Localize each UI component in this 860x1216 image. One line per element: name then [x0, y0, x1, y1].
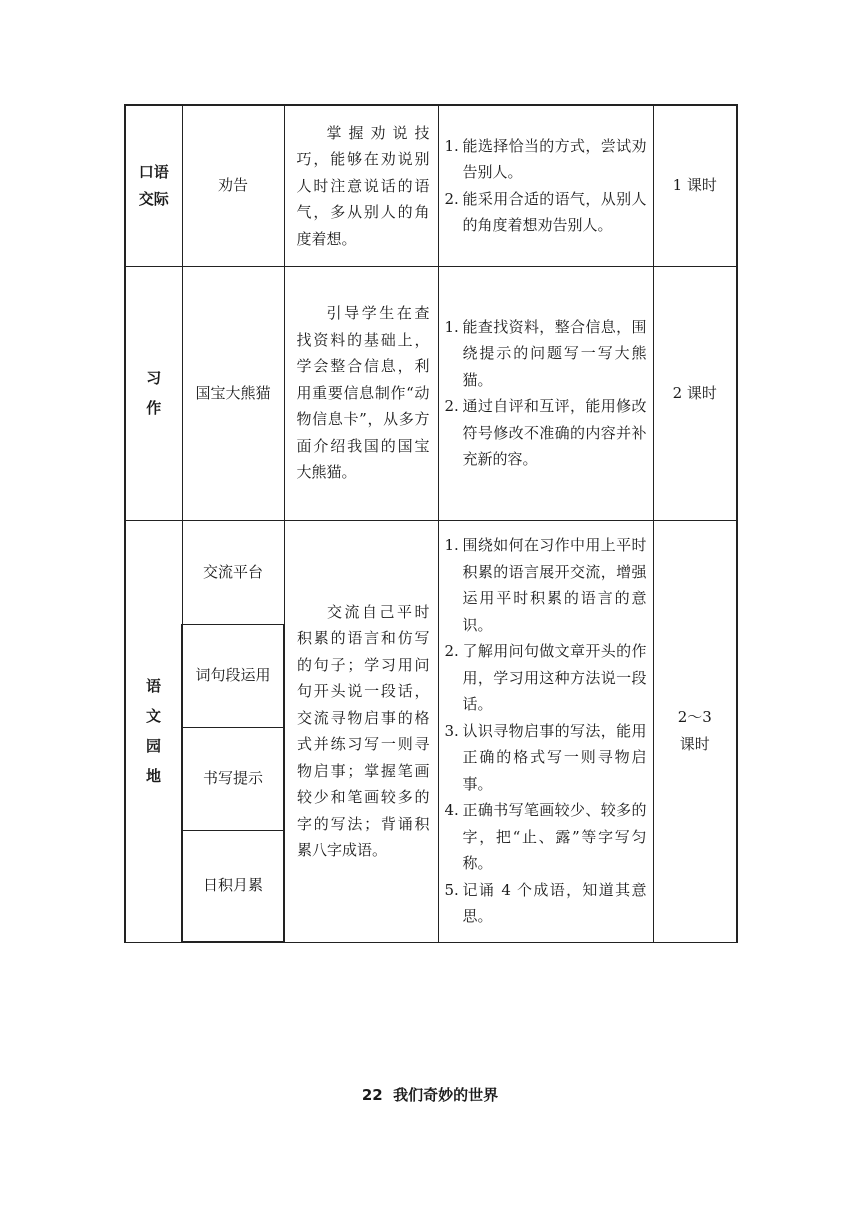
goals-list [445, 133, 647, 239]
goal-item [445, 877, 647, 930]
subitem-cell: 国宝大熊猫 [182, 266, 284, 520]
goal-text: 了解用问句做文章开头的作用，学习用这种方法说一段话。 [462, 642, 647, 714]
table-row [125, 105, 737, 266]
goal-number: 1. [444, 536, 459, 555]
goals-list [445, 532, 647, 930]
goal-number: 3. [444, 721, 459, 740]
goal-item [445, 532, 647, 638]
goal-item [445, 718, 647, 798]
goals-cell [438, 266, 653, 520]
objective-cell: 交流自己平时积累的语言和仿写的句子；学习用问句开头说一段话，交流寻物启事的格式并练习写一则寻物启事；掌握笔画较少和笔画较多的字的写法；背诵积累八字成语。 [284, 520, 438, 942]
goal-item [445, 638, 647, 718]
goal-text: 能采用合适的语气，从别人的角度着想劝告别人。 [462, 189, 647, 235]
subitem-cell: 词句段运用 [182, 624, 284, 727]
goal-number: 1. [444, 136, 459, 155]
goal-item [445, 797, 647, 877]
next-lesson-title: 22 我们奇妙的世界 [361, 1086, 499, 1104]
goal-item [445, 393, 647, 473]
hours-cell: 2 课时 [653, 266, 737, 520]
table-row [125, 520, 737, 624]
goal-text: 认识寻物启事的写法，能用正确的格式写一则寻物启事。 [462, 721, 647, 793]
goal-text: 围绕如何在习作中用上平时积累的语言展开交流，增强运用平时积累的语言的意识。 [462, 536, 647, 634]
category-label: 习作 [146, 369, 162, 417]
category-label: 语文园地 [145, 677, 161, 785]
subitem-cell: 劝告 [182, 105, 284, 266]
category-cell [125, 266, 182, 520]
goal-number: 1. [444, 317, 459, 336]
goal-text: 通过自评和互评，能用修改符号修改不准确的内容并补充新的容。 [462, 397, 647, 468]
goal-number: 2. [444, 189, 459, 208]
goal-text: 能查找资料，整合信息，围绕提示的问题写一写大熊猫。 [462, 317, 647, 389]
category-line: 口语 [138, 162, 169, 181]
goal-number: 2. [444, 642, 459, 661]
hours-cell [653, 520, 737, 942]
teaching-plan-table [124, 104, 738, 943]
hours-cell: 1 课时 [653, 105, 737, 266]
hours-line: 课时 [679, 735, 710, 753]
objective-cell: 引导学生在查找资料的基础上，学会整合信息，利用重要信息制作“动物信息卡”，从多方面介绍我国的国宝大熊猫。 [284, 266, 438, 520]
goals-cell [438, 105, 653, 266]
objective-cell: 掌握劝说技巧，能够在劝说别人时注意说话的语气，多从别人的角度着想。 [284, 105, 438, 266]
goal-item [445, 186, 647, 239]
subitem-cell: 书写提示 [182, 727, 284, 830]
subitem-cell: 日积月累 [182, 830, 284, 942]
hours-line: 2～3 [677, 708, 712, 726]
goal-text: 正确书写笔画较少、较多的字，把“止、露”等字写匀称。 [462, 801, 647, 873]
goal-number: 2. [444, 397, 459, 415]
goal-number: 5. [444, 880, 459, 899]
category-line: 交际 [138, 189, 169, 208]
goal-text: 能选择恰当的方式，尝试劝告别人。 [462, 136, 647, 182]
subitem-cell: 交流平台 [182, 520, 284, 624]
category-cell [125, 520, 182, 942]
goals-cell [438, 520, 653, 942]
goals-list [445, 314, 647, 473]
goal-number: 4. [444, 801, 459, 820]
goal-item [445, 133, 647, 186]
table-row [125, 266, 737, 520]
category-cell [125, 105, 182, 266]
goal-item [445, 314, 647, 394]
goal-text: 记诵 4 个成语，知道其意思。 [462, 880, 647, 926]
